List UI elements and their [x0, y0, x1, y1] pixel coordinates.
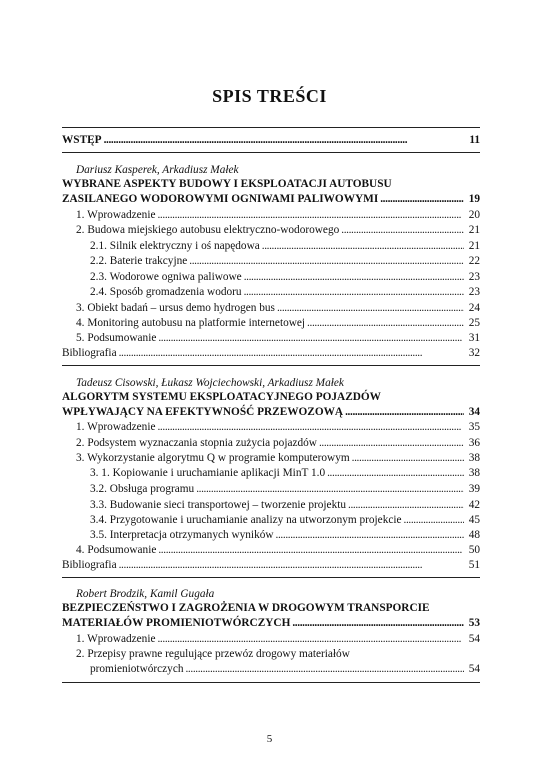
toc-entry[interactable]: [62, 301, 480, 316]
toc-entry[interactable]: [62, 239, 480, 254]
entry-title: Przygotowanie i uruchamianie analizy na utworzonym projekcie: [109, 514, 402, 526]
entry-number: 1.: [76, 421, 85, 433]
toc-entry-chapter[interactable]: [62, 192, 480, 207]
toc-entry-bibliography[interactable]: [62, 346, 480, 361]
entry-page: 54: [468, 663, 480, 675]
divider: [62, 365, 480, 366]
leader-dots: [157, 420, 464, 435]
leader-dots: [345, 405, 464, 420]
chapter-title-line[interactable]: ALGORYTM SYSTEMU EKSPLOATACYJNEGO POJAZDÓW: [62, 391, 381, 403]
toc-entry-chapter[interactable]: [62, 616, 480, 631]
entry-title: Obsługa programu: [109, 483, 195, 495]
entry-title: Wprowadzenie: [87, 209, 156, 221]
leader-dots: [276, 528, 464, 543]
entry-title: WSTĘP: [62, 134, 102, 146]
entry-page: 48: [468, 529, 480, 541]
entry-number: 5.: [76, 332, 85, 344]
leader-dots: [158, 543, 464, 558]
leader-dots: [157, 632, 464, 647]
toc-entry[interactable]: [62, 528, 480, 543]
entry-number: 3.: [76, 452, 85, 464]
divider: [62, 577, 480, 578]
entry-title: Budowa miejskiego autobusu elektryczno-wodorowego: [87, 224, 340, 236]
entry-page: 21: [468, 240, 480, 252]
entry-title: Wprowadzenie: [87, 421, 156, 433]
toc-entry[interactable]: [62, 513, 480, 528]
entry-title: Wykorzystanie algorytmu Q w programie komputerowym: [87, 452, 350, 464]
leader-dots: [158, 331, 464, 346]
toc-entry[interactable]: [62, 420, 480, 435]
leader-dots: [185, 662, 464, 677]
entry-number: 2.: [76, 437, 85, 449]
entry-page: 53: [468, 617, 480, 629]
leader-dots: [196, 482, 464, 497]
divider: [62, 152, 480, 153]
entry-page: 38: [468, 467, 480, 479]
toc-entry[interactable]: [62, 647, 480, 662]
entry-page: 45: [468, 514, 480, 526]
entry-title: MATERIAŁÓW PROMIENIOTWÓRCZYCH: [62, 617, 291, 629]
entry-number: 3.4.: [90, 514, 107, 526]
toc-entry[interactable]: [62, 543, 480, 558]
toc-entry[interactable]: [62, 632, 480, 647]
entry-title: Baterie trakcyjne: [109, 255, 188, 267]
entry-page: 34: [468, 406, 480, 418]
divider: [62, 127, 480, 128]
entry-page: 36: [468, 437, 480, 449]
entry-page: 25: [468, 317, 480, 329]
entry-page: 50: [468, 544, 480, 556]
leader-dots: [119, 558, 464, 573]
entry-number: 2.1.: [90, 240, 107, 252]
toc-entry[interactable]: [62, 436, 480, 451]
leader-dots: [262, 239, 464, 254]
entry-title: Interpretacja otrzymanych wyników: [109, 529, 274, 541]
entry-title: Wodorowe ogniwa paliwowe: [109, 271, 242, 283]
leader-dots: [341, 223, 464, 238]
leader-dots: [380, 192, 464, 207]
leader-dots: [327, 466, 464, 481]
toc-entry[interactable]: [62, 223, 480, 238]
entry-number: 3. 1.: [90, 467, 110, 479]
entry-number: 2.3.: [90, 271, 107, 283]
chapter-title-line[interactable]: WYBRANE ASPEKTY BUDOWY I EKSPLOATACJI AUTOBUSU: [62, 178, 392, 190]
entry-title: promieniotwórczych: [90, 663, 184, 675]
entry-page: 35: [468, 421, 480, 433]
leader-dots: [404, 513, 464, 528]
entry-title: Bibliografia: [62, 347, 117, 359]
toc-entry-bibliography[interactable]: [62, 558, 480, 573]
entry-page: 23: [468, 286, 480, 298]
entry-number: 2.2.: [90, 255, 107, 267]
entry-page: 38: [468, 452, 480, 464]
toc-entry[interactable]: [62, 254, 480, 269]
toc-entry-continuation[interactable]: [62, 662, 480, 677]
toc-entry[interactable]: [62, 208, 480, 223]
page-title: SPIS TREŚCI: [212, 86, 327, 106]
leader-dots: [277, 301, 464, 316]
chapter-authors: Dariusz Kasperek, Arkadiusz Małek: [76, 164, 239, 176]
entry-number: 3.: [76, 302, 85, 314]
entry-page: 39: [468, 483, 480, 495]
leader-dots: [244, 270, 464, 285]
toc-entry[interactable]: [62, 270, 480, 285]
toc-entry-chapter[interactable]: [62, 405, 480, 420]
toc-entry-intro[interactable]: [62, 133, 480, 148]
divider: [62, 682, 480, 683]
entry-number: 3.3.: [90, 499, 107, 511]
leader-dots: [352, 451, 464, 466]
entry-page: 23: [468, 271, 480, 283]
page-number: 5: [266, 733, 273, 745]
leader-dots: [157, 208, 464, 223]
leader-dots: [292, 616, 464, 631]
entry-number: 2.: [76, 224, 85, 236]
entry-title: Podsumowanie: [87, 544, 157, 556]
entry-page: 51: [468, 559, 480, 571]
leader-dots: [307, 316, 464, 331]
entry-title: Przepisy prawne regulujące przewóz drogowy materiałów: [87, 648, 350, 660]
entry-number: 4.: [76, 317, 85, 329]
entry-title: Wprowadzenie: [87, 633, 156, 645]
entry-page: 32: [468, 347, 480, 359]
toc-entry[interactable]: [62, 316, 480, 331]
entry-number: 3.2.: [90, 483, 107, 495]
toc-entry[interactable]: [62, 466, 480, 481]
entry-page: 54: [468, 633, 480, 645]
leader-dots: [244, 285, 464, 300]
entry-title: Kopiowanie i uruchamianie aplikacji MinT 1.0: [112, 467, 326, 479]
entry-page: 19: [468, 193, 480, 205]
toc-entry[interactable]: [62, 498, 480, 513]
entry-title: Bibliografia: [62, 559, 117, 571]
entry-title: Silnik elektryczny i oś napędowa: [109, 240, 260, 252]
entry-title: Obiekt badań – ursus demo hydrogen bus: [87, 302, 275, 314]
entry-number: 1.: [76, 209, 85, 221]
entry-page: 20: [468, 209, 480, 221]
entry-page: 21: [468, 224, 480, 236]
entry-page: 24: [468, 302, 480, 314]
entry-page: 42: [468, 499, 480, 511]
leader-dots: [119, 346, 464, 361]
chapter-title-line[interactable]: BEZPIECZEŃSTWO I ZAGROŻENIA W DROGOWYM TRANSPORCIE: [62, 602, 430, 614]
toc-entry[interactable]: [62, 451, 480, 466]
entry-title: Budowanie sieci transportowej – tworzenie projektu: [109, 499, 347, 511]
chapter-authors: Robert Brodzik, Kamil Gugała: [76, 588, 215, 600]
entry-page: 11: [469, 134, 480, 146]
leader-dots: [319, 436, 464, 451]
chapter-authors: Tadeusz Cisowski, Łukasz Wojciechowski, Arkadiusz Małek: [76, 377, 344, 389]
entry-number: 2.: [76, 648, 85, 660]
leader-dots: [348, 498, 464, 513]
entry-title: Podsystem wyznaczania stopnia zużycia pojazdów: [87, 437, 317, 449]
toc-entry[interactable]: [62, 331, 480, 346]
entry-title: WPŁYWAJĄCY NA EFEKTYWNOŚĆ PRZEWOZOWĄ: [62, 406, 344, 418]
entry-title: ZASILANEGO WODOROWYMI OGNIWAMI PALIWOWYMI: [62, 193, 379, 205]
entry-number: 3.5.: [90, 529, 107, 541]
leader-dots: [189, 254, 464, 269]
entry-number: 4.: [76, 544, 85, 556]
entry-title: Sposób gromadzenia wodoru: [109, 286, 242, 298]
entry-number: 1.: [76, 633, 85, 645]
toc-entry[interactable]: [62, 482, 480, 497]
entry-page: 31: [468, 332, 480, 344]
entry-title: Podsumowanie: [87, 332, 157, 344]
entry-title: Monitoring autobusu na platformie internetowej: [87, 317, 306, 329]
entry-page: 22: [468, 255, 480, 267]
entry-number: 2.4.: [90, 286, 107, 298]
toc-entry[interactable]: [62, 285, 480, 300]
leader-dots: [104, 133, 464, 148]
